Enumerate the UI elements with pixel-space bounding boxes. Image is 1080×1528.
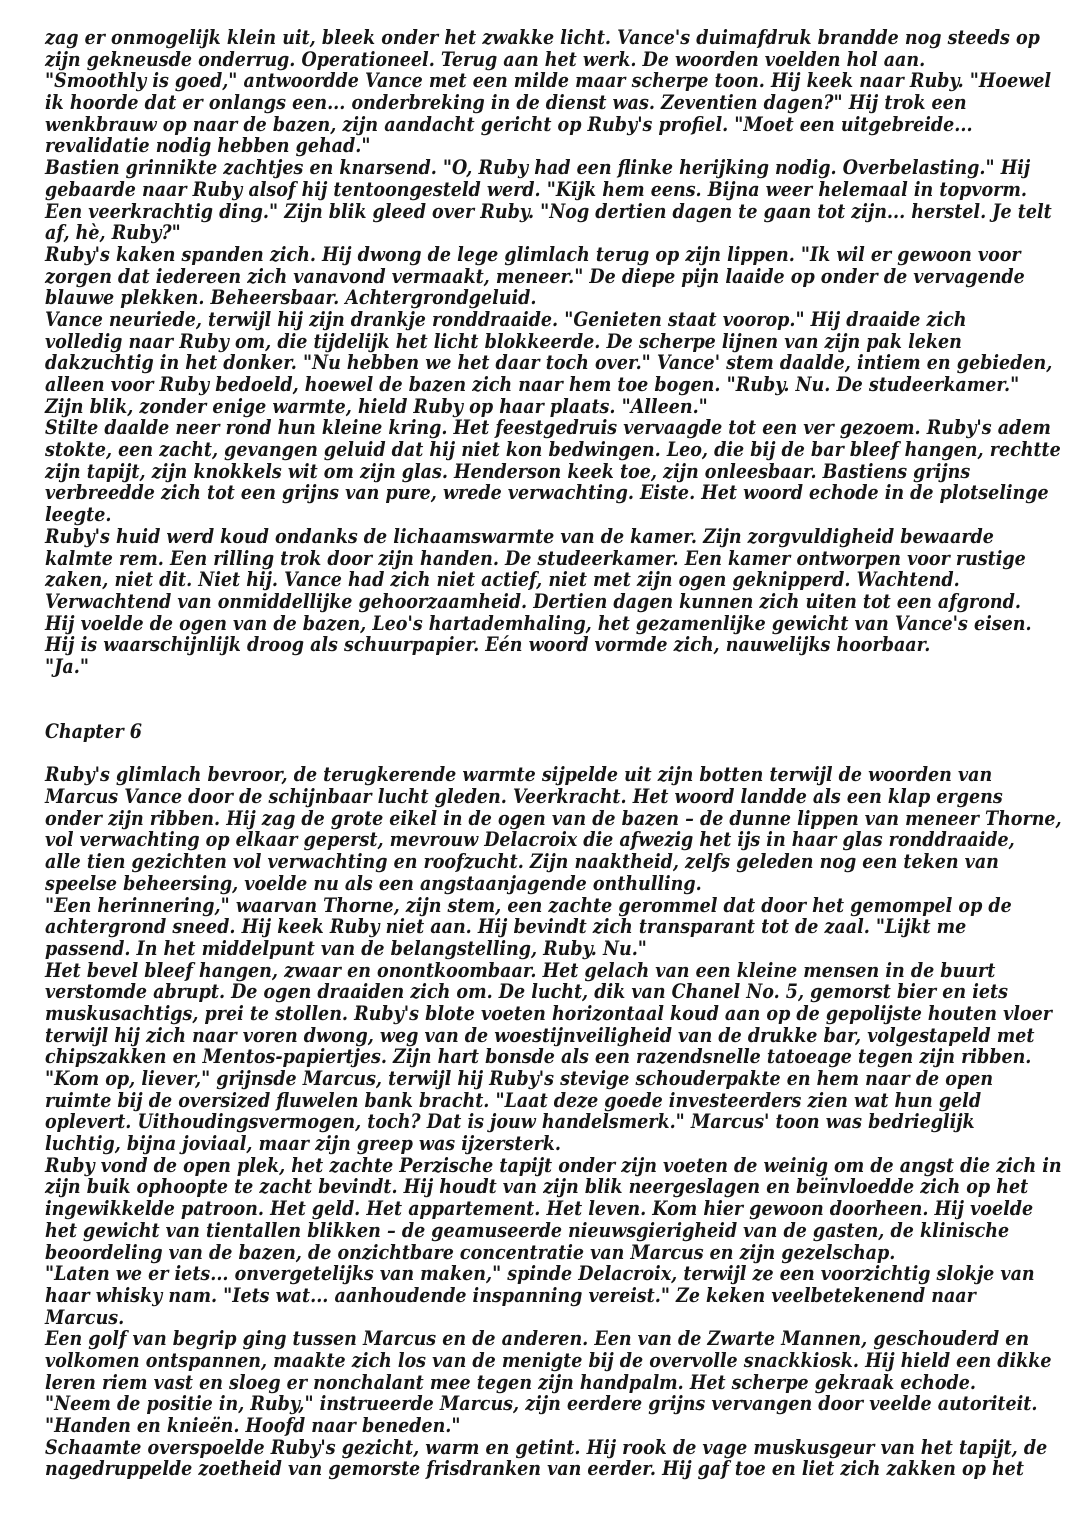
text-line: Marcus.: [45, 1304, 125, 1329]
text-line: nagedruppelde zoetheid van gemorste frisdranken van eerder. Hij gaf toe en liet zich zakken op het: [45, 1456, 1024, 1481]
text-line: beoordeling van de bazen, de onzichtbare concentratie van Marcus en zijn gezelschap.: [45, 1239, 896, 1264]
text-line: Hij is waarschijnlijk droog als schuurpapier. Eén woord vormde zich, nauwelijks hoorbaar.: [45, 632, 931, 657]
text-line: zag er onmogelijk klein uit, bleek onder het zwakke licht. Vance's duimafdruk brandde nog steeds op: [45, 25, 1040, 49]
text-line: passend. In het middelpunt van de belangstelling, Ruby. Nu.": [45, 935, 647, 960]
text-line: speelse beheersing, voelde nu als een angstaanjagende onthulling.: [45, 870, 702, 895]
blank-line: [45, 743, 1080, 765]
text-line: alle tien gezichten vol verwachting en roofzucht. Zijn naaktheid, zelfs geleden nog een teken van: [45, 849, 999, 874]
text-line: blauwe plekken. Beheersbaar. Achtergrondgeluid.: [45, 285, 537, 310]
text-line: dakzuchtig in het donker. "Nu hebben we het daar toch over." Vance' stem daalde, intiem en gebieden,: [45, 350, 1053, 375]
text-line: kalmte rem. Een rilling trok door zijn handen. De studeerkamer. Een kamer ontworpen voor rustige: [45, 545, 1026, 570]
text-line: Ruby's glimlach bevroor, de terugkerende warmte sijpelde uit zijn botten terwijl de woorden van: [45, 762, 993, 787]
text-line: wenkbrauw op naar de bazen, zijn aandacht gericht op Ruby's profiel. "Moet een uitgebreide...: [45, 111, 973, 136]
text-line: "Kom op, liever," grijnsde Marcus, terwijl hij Ruby's stevige schouderpakte en hem naar de open: [45, 1066, 994, 1090]
text-line: verbreedde zich tot een grijns van pure, wrede verwachting. Eiste. Het woord echode in de plotselinge: [45, 480, 1049, 505]
text-line: volkomen ontspannen, maakte zich los van de menigte bij de overvolle snackkiosk. Hij hield een dikke: [45, 1347, 1052, 1372]
text-line: terwijl hij zich naar voren dwong, weg van de woestijnveiligheid van de drukke bar, volgestapeld met: [45, 1022, 1035, 1047]
text-line: vol verwachting op elkaar geperst, mevrouw Delacroix die afwezig het ijs in haar glas ronddraaide,: [45, 827, 1015, 852]
text-line: Zijn blik, zonder enige warmte, hield Ruby op haar plaats. "Alleen.": [45, 393, 708, 418]
text-line: zaken, niet dit. Niet hij. Vance had zich niet actief, niet met zijn ogen geknipperd. Wachtend.: [45, 567, 960, 592]
text-line: muskusachtigs, prei te stollen. Ruby's blote voeten horizontaal koud aan op de gepolijste houten vloer: [45, 1000, 1052, 1025]
text-line: Verwachtend van onmiddellijke gehoorzaamheid. Dertien dagen kunnen zich uiten tot een afgrond.: [45, 588, 1021, 613]
text-line: het gewicht van tientallen blikken – de geamuseerde nieuwsgierigheid van de gasten, de klinische: [45, 1217, 1010, 1242]
text-line: chipszakken en Mentos-papiertjes. Zijn hart bonsde als een razendsnelle tatoeage tegen zijn ribben.: [45, 1044, 1032, 1069]
blank-line: [45, 678, 1080, 700]
text-line: Ruby's kaken spanden zich. Hij dwong de lege glimlach terug op zijn lippen. "Ik wil er gewoon voor: [45, 241, 1021, 266]
text-line: haar whisky nam. "Iets wat... aanhoudende inspanning vereist." Ze keken veelbetekenend naar: [45, 1282, 976, 1307]
text-line: Hij voelde de ogen van de bazen, Leo's hartademhaling, het gezamenlijke gewicht van Vance's eisen.: [45, 610, 1032, 635]
text-line: Stilte daalde neer rond hun kleine kring. Het feestgedruis vervaagde tot een ver gezoem. Ruby's adem: [45, 415, 1051, 440]
text-line: af, hè, Ruby?": [45, 220, 181, 245]
text-line: Ruby vond de open plek, het zachte Perzische tapijt onder zijn voeten de weinig om de angst die zich in: [45, 1152, 1062, 1177]
text-line: zorgen dat iedereen zich vanavond vermaakt, meneer." De diepe pijn laaide op onder de vervagende: [45, 263, 1025, 288]
text-line: zijn gekneusde onderrug. Operationeel. Terug aan het werk. De woorden voelden hol aan.: [45, 46, 926, 71]
text-line: achtergrond sneed. Hij keek Ruby niet aan. Hij bevindt zich transparant tot de zaal. "Lijkt me: [45, 914, 967, 939]
text-line: volledig naar Ruby om, die tijdelijk het licht blokkeerde. De scherpe lijnen van zijn pak leken: [45, 328, 962, 353]
text-line: Schaamte overspoelde Ruby's gezicht, warm en getint. Hij rook de vage muskusgeur van het tapijt, de: [45, 1434, 1048, 1459]
text-line: zijn buik ophoopte te zacht bevindt. Hij houdt van zijn blik neergeslagen en beïnvloedde zich op het: [45, 1174, 1029, 1199]
text-line: Een golf van begrip ging tussen Marcus en de anderen. Een van de Zwarte Mannen, geschouderd en: [45, 1326, 1030, 1351]
text-line: "Neem de positie in, Ruby," instrueerde Marcus, zijn eerdere grijns vervangen door veelde autoriteit.: [45, 1391, 1038, 1416]
text-line: Een veerkrachtig ding." Zijn blik gleed over Ruby. "Nog dertien dagen te gaan tot zijn... herstel. Je telt: [45, 198, 1052, 223]
text-line: oplevert. Uithoudingsvermogen, toch? Dat is jouw handelsmerk." Marcus' toon was bedrieglijk: [45, 1109, 975, 1134]
text-line: verstomde abrupt. De ogen draaiden zich om. De lucht, dik van Chanel No. 5, gemorst bier en iets: [45, 979, 1008, 1004]
text-line: Marcus Vance door de schijnbaar lucht gleden. Veerkracht. Het woord landde als een klap ergens: [45, 784, 1003, 809]
text-line: "Handen en knieën. Hoofd naar beneden.": [45, 1413, 461, 1437]
chapter-heading: Chapter 6: [45, 719, 142, 743]
text-line: luchtig, bijna joviaal, maar zijn greep was ijzersterk.: [45, 1131, 562, 1156]
text-line: alleen voor Ruby bedoeld, hoewel de bazen zich naar hem toe bogen. "Ruby. Nu. De studeerkamer.": [45, 372, 1020, 396]
text-line: stokte, een zacht, gevangen geluid dat hij niet kon bedwingen. Leo, die bij de bar bleef hangen, rechtte: [45, 437, 1061, 462]
text-line: gebaarde naar Ruby alsof hij tentoongesteld werd. "Kijk hem eens. Bijna weer helemaal in topvorm.: [45, 176, 1028, 201]
text-line: "Een herinnering," waarvan Thorne, zijn stem, een zachte gerommel dat door het gemompel op de: [45, 892, 1012, 917]
text-line: ik hoorde dat er onlangs een... onderbreking in de dienst was. Zeventien dagen?" Hij trok een: [45, 90, 967, 115]
text-line: "Laten we er iets... onvergetelijks van maken," spinde Delacroix, terwijl ze een voorzichtig slokje van: [45, 1261, 1035, 1286]
blank-line: [45, 699, 1080, 721]
text-line: Ruby's huid werd koud ondanks de lichaamswarmte van de kamer. Zijn zorgvuldigheid bewaarde: [45, 523, 994, 548]
text-column: [45, 27, 1080, 1480]
text-line: onder zijn ribben. Hij zag de grote eikel in de ogen van de bazen – de dunne lippen van meneer Thorne,: [45, 805, 1062, 830]
text-line: zijn tapijt, zijn knokkels wit om zijn glas. Henderson keek toe, zijn onleesbaar. Bastiens grijns: [45, 458, 971, 483]
text-line: ingewikkelde patroon. Het geld. Het appartement. Het leven. Kom hier gewoon doorheen. Hij voelde: [45, 1196, 1034, 1221]
text-line: ruimte bij de oversized fluwelen bank bracht. "Laat deze goede investeerders zien wat hun geld: [45, 1087, 982, 1112]
text-line: leegte.: [45, 502, 112, 527]
text-line: Vance neuriede, terwijl hij zijn drankje ronddraaide. "Genieten staat voorop." Hij draaide zich: [45, 306, 967, 331]
text-line: leren riem vast en sloeg er nonchalant mee tegen zijn handpalm. Het scherpe gekraak echode.: [45, 1369, 976, 1394]
text-line: "Ja.": [45, 653, 89, 678]
text-line: revalidatie nodig hebben gehad.": [45, 133, 371, 158]
text-line: Bastien grinnikte zachtjes en knarsend. "O, Ruby had een flinke herijking nodig. Overbelasting." Hij: [45, 155, 1031, 180]
text-line: "Smoothly is goed," antwoordde Vance met een milde maar scherpe toon. Hij keek naar Ruby. "Hoewel: [45, 68, 1052, 93]
text-line: Het bevel bleef hangen, zwaar en onontkoombaar. Het gelach van een kleine mensen in de buurt: [45, 957, 996, 982]
